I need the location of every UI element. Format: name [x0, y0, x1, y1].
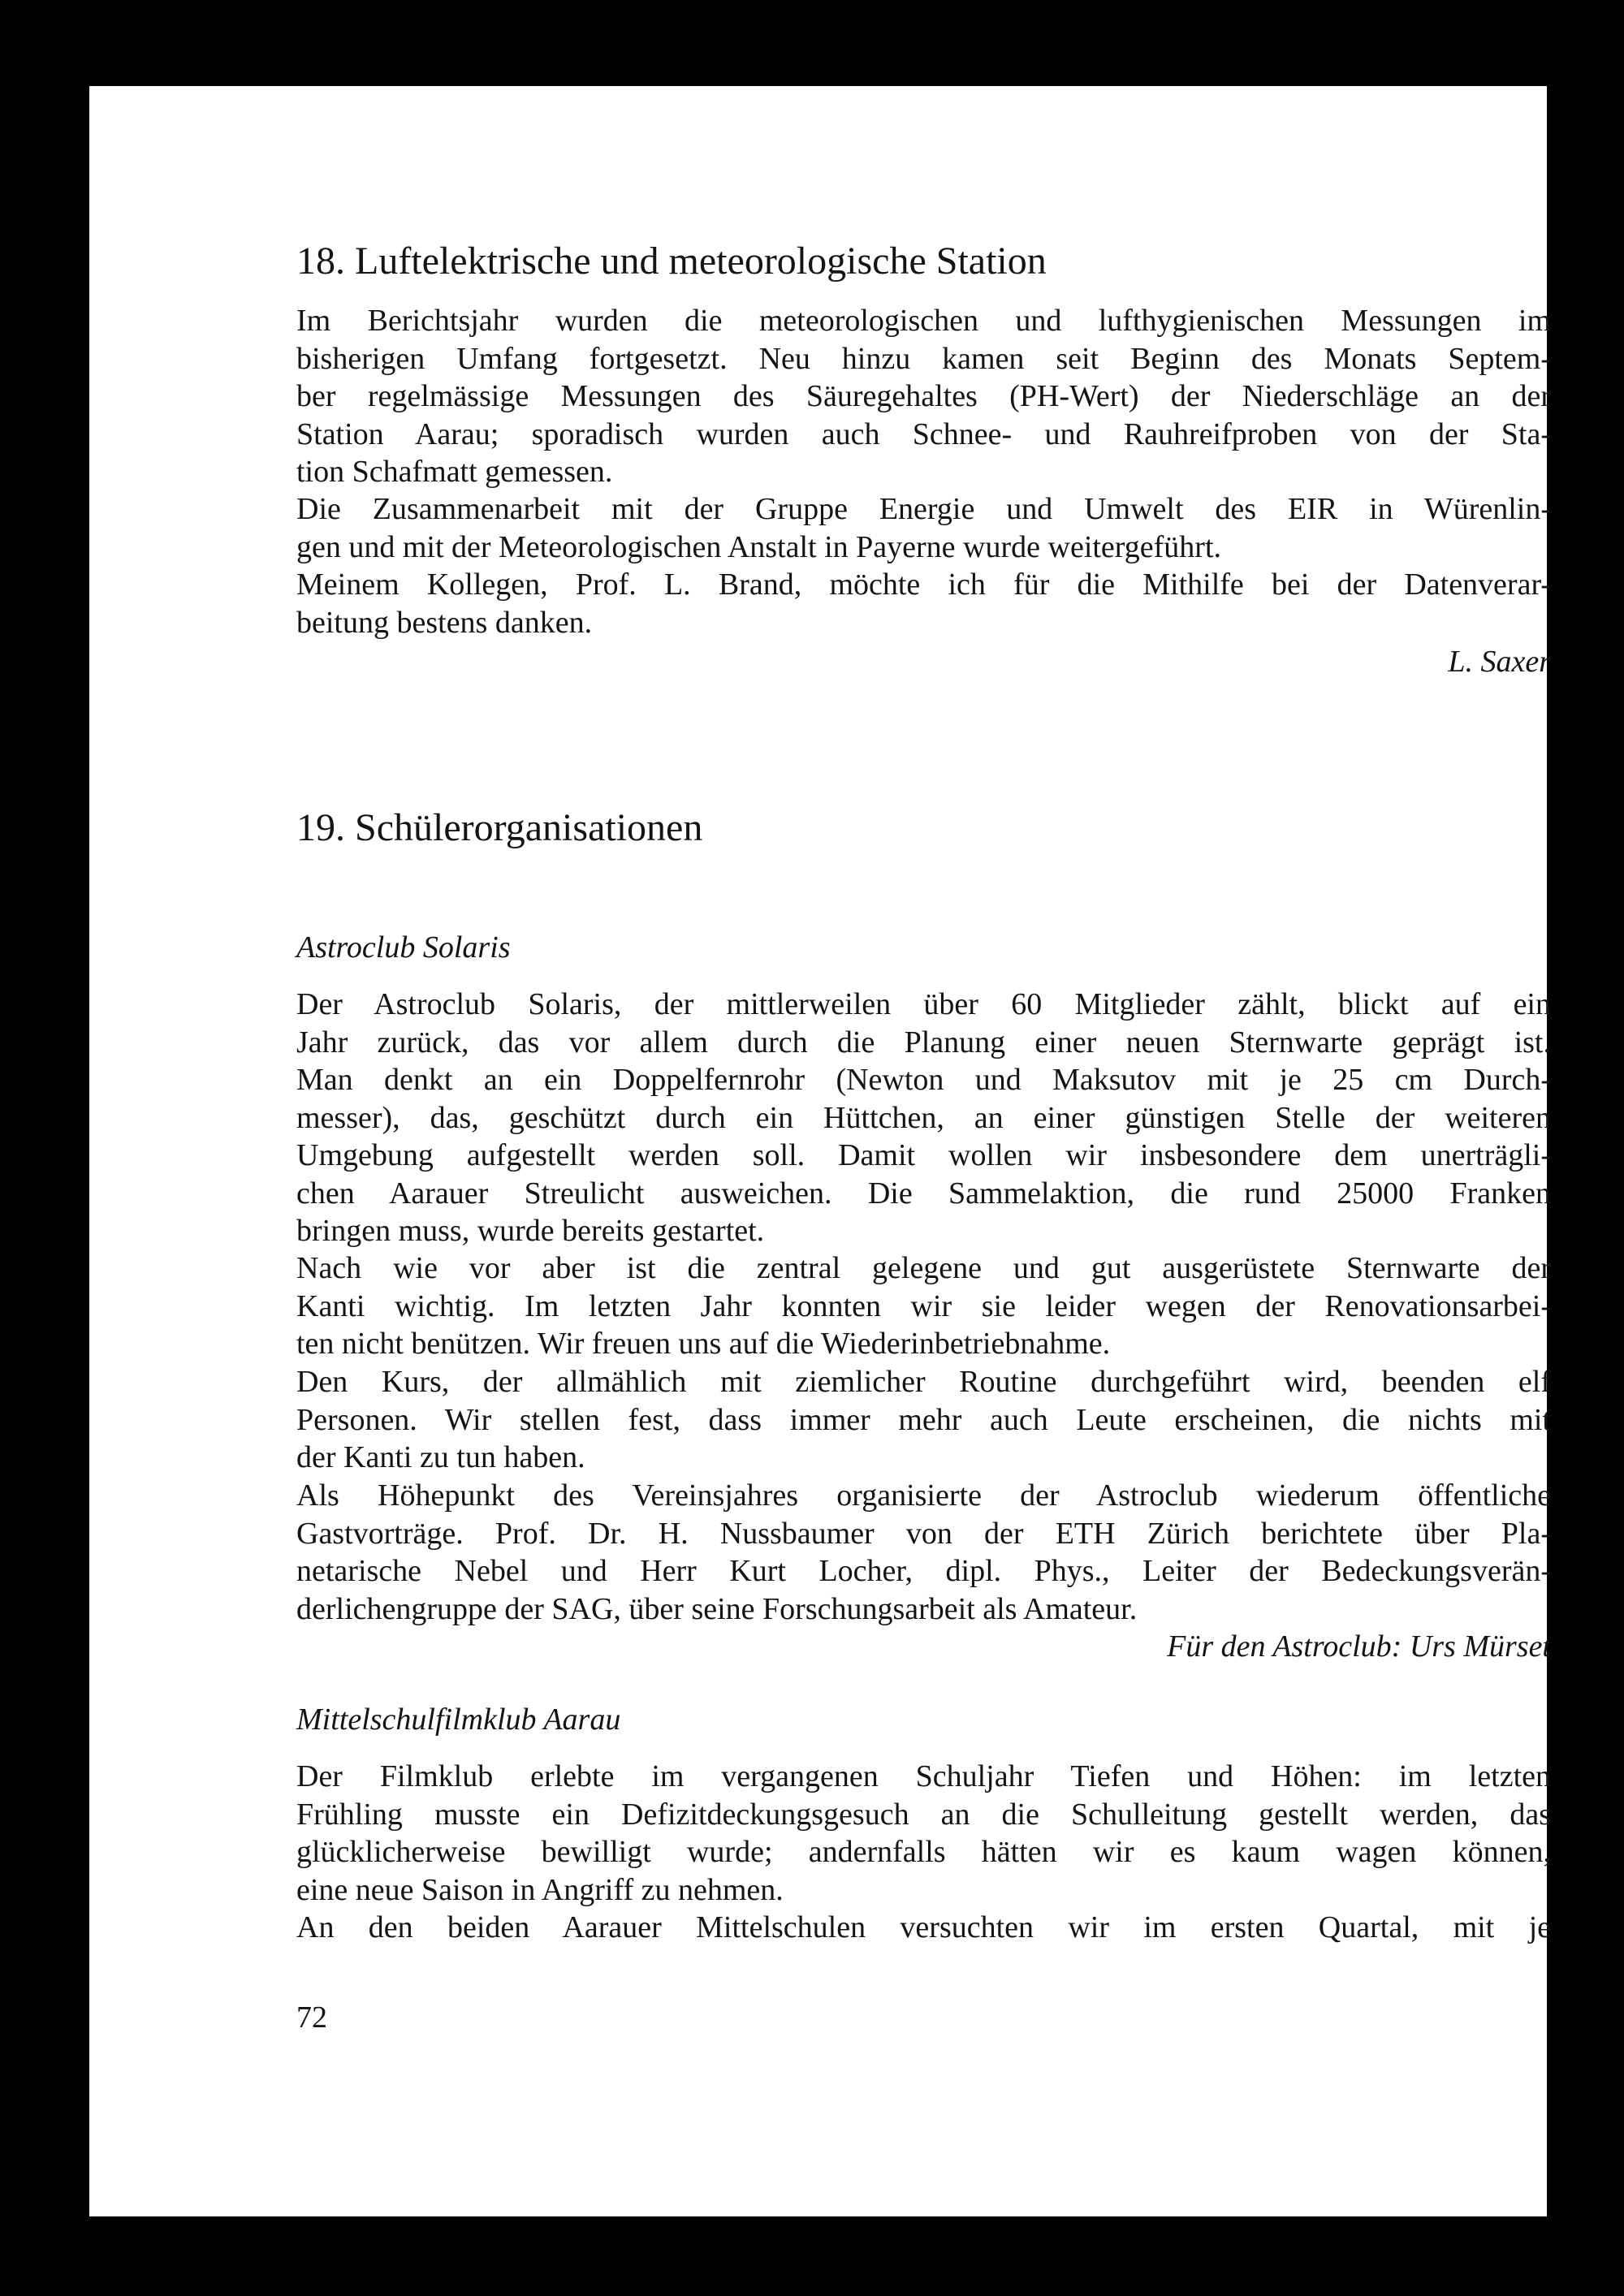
text-line: ten nicht benützen. Wir freuen uns auf die Wiederinbetriebnahme. [296, 1327, 1111, 1361]
text-line: Der Filmklub erlebte im vergangenen Schuljahr Tiefen und Höhen: im letzten [296, 1759, 1551, 1793]
text-line: chen Aarauer Streulicht ausweichen. Die Sammelaktion, die rund 25000 Franken [296, 1176, 1551, 1211]
section-18-paragraph-1 [296, 302, 1551, 491]
text-line: derlichengruppe der SAG, über seine Forschungsarbeit als Amateur. [296, 1591, 1138, 1626]
astroclub-paragraph-2 [296, 1249, 1551, 1363]
text-line: ber regelmässige Messungen des Säuregehaltes (PH-Wert) der Niederschläge an der [296, 379, 1551, 413]
text-line: Gastvorträge. Prof. Dr. H. Nussbaumer von der ETH Zürich berichtete über Pla- [296, 1516, 1551, 1551]
section-18-signature: L. Saxer [1448, 645, 1551, 679]
text-line: tion Schafmatt gemessen. [296, 455, 613, 489]
section-18-paragraph-3 [296, 566, 1551, 641]
text-line: gen und mit der Meteorologischen Anstalt in Payerne wurde weitergeführt. [296, 529, 1221, 564]
section-18-heading: 18. Luftelektrische und meteorologische Station [296, 240, 1047, 283]
text-line: beitung bestens danken. [296, 605, 593, 640]
text-line: Station Aarau; sporadisch wurden auch Schnee- und Rauhreifproben von der Sta- [296, 416, 1551, 451]
text-line: bisherigen Umfang fortgesetzt. Neu hinzu kamen seit Beginn des Monats Septem- [296, 341, 1551, 376]
astroclub-title: Astroclub Solaris [296, 930, 511, 965]
text-line: Als Höhepunkt des Vereinsjahres organisierte der Astroclub wiederum öffentliche [296, 1478, 1551, 1513]
text-line: Man denkt an ein Doppelfernrohr (Newton und Maksutov mit je 25 cm Durch- [296, 1063, 1551, 1097]
astroclub-paragraph-1 [296, 986, 1551, 1250]
document-page [89, 86, 1551, 2216]
filmklub-paragraph-1 [296, 1758, 1551, 1909]
text-line: Im Berichtsjahr wurden die meteorologischen und lufthygienischen Messungen im [296, 304, 1551, 338]
text-line: Der Astroclub Solaris, der mittlerweilen über 60 Mitglieder zählt, blickt auf ein [296, 987, 1551, 1021]
text-line: der Kanti zu tun haben. [296, 1440, 585, 1474]
section-19-heading: 19. Schülerorganisationen [296, 806, 703, 849]
section-18-paragraph-2 [296, 490, 1551, 566]
text-line: Jahr zurück, das vor allem durch die Planung einer neuen Sternwarte geprägt ist. [296, 1025, 1551, 1060]
text-line: Personen. Wir stellen fest, dass immer mehr auch Leute erscheinen, die nichts mit [296, 1402, 1551, 1437]
text-line: Umgebung aufgestellt werden soll. Damit wollen wir insbesondere dem unerträgli- [296, 1138, 1551, 1172]
filmklub-paragraph-2 [296, 1909, 1551, 1947]
text-line: netarische Nebel und Herr Kurt Locher, dipl. Phys., Leiter der Bedeckungsverän- [296, 1554, 1551, 1588]
filmklub-title: Mittelschulfilmklub Aarau [296, 1703, 621, 1737]
text-line: Meinem Kollegen, Prof. L. Brand, möchte ich für die Mithilfe bei der Datenverar- [296, 568, 1551, 602]
text-line: glücklicherweise bewilligt wurde; andernfalls hätten wir es kaum wagen können, [296, 1835, 1551, 1869]
astroclub-paragraph-4 [296, 1477, 1551, 1628]
astroclub-paragraph-3 [296, 1363, 1551, 1477]
page-number: 72 [296, 2000, 327, 2035]
text-line: Kanti wichtig. Im letzten Jahr konnten wir sie leider wegen der Renovationsarbei- [296, 1288, 1551, 1323]
astroclub-signature: Für den Astroclub: Urs Mürset [1167, 1629, 1551, 1664]
text-line: bringen muss, wurde bereits gestartet. [296, 1214, 765, 1248]
text-line: Die Zusammenarbeit mit der Gruppe Energie und Umwelt des EIR in Würenlin- [296, 492, 1551, 526]
text-line: messer), das, geschützt durch ein Hüttchen, an einer günstigen Stelle der weiteren [296, 1100, 1551, 1135]
text-line: Frühling musste ein Defizitdeckungsgesuch an die Schulleitung gestellt werden, das [296, 1797, 1551, 1832]
text-line: eine neue Saison in Angriff zu nehmen. [296, 1872, 784, 1907]
text-line: Den Kurs, der allmählich mit ziemlicher Routine durchgeführt wird, beenden elf [296, 1365, 1551, 1399]
text-line: An den beiden Aarauer Mittelschulen versuchten wir im ersten Quartal, mit je [296, 1910, 1551, 1944]
text-line: Nach wie vor aber ist die zentral gelegene und gut ausgerüstete Sternwarte der [296, 1251, 1551, 1285]
